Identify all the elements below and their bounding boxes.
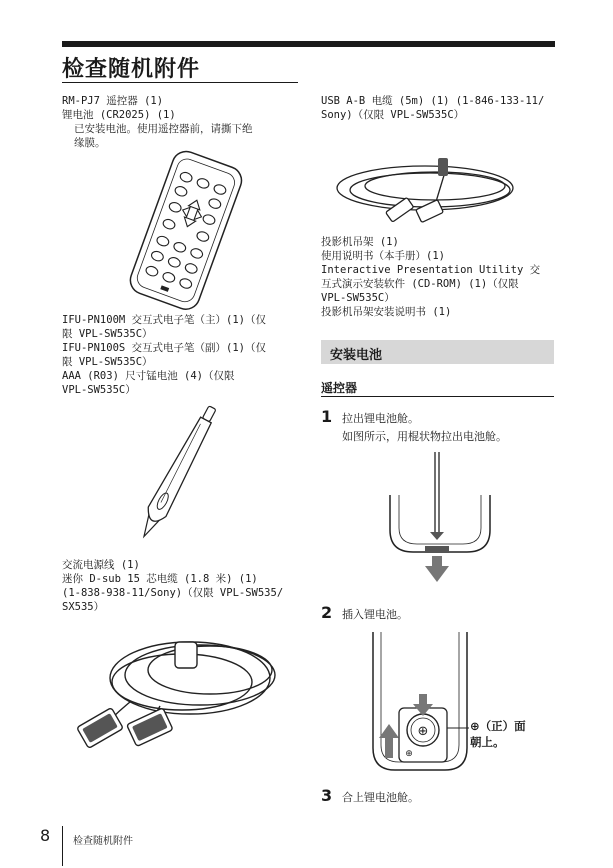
step-detail: 如图所示，用棍状物拉出电池舱。 bbox=[342, 430, 507, 443]
list-item: IFU-PN100M 交互式电子笔（主）(1)（仅 bbox=[62, 314, 267, 326]
accessory-list-cables bbox=[62, 558, 283, 614]
list-item-note: 缘膜。 bbox=[74, 137, 106, 149]
list-item: 限 VPL-SW535C） bbox=[62, 328, 153, 340]
list-item: SX535） bbox=[62, 601, 105, 613]
step-text: 插入锂电池。 bbox=[342, 608, 408, 621]
list-item: 使用说明书（本手册）(1) bbox=[321, 250, 445, 262]
list-item: RM-PJ7 遥控器 (1) bbox=[62, 95, 164, 107]
list-item: 交流电源线 (1) bbox=[62, 559, 140, 571]
svg-text:⊕: ⊕ bbox=[417, 724, 429, 739]
list-item: 互式演示安装软件 (CD-ROM) (1)（仅限 bbox=[321, 278, 519, 290]
list-item: AAA (R03) 尺寸锰电池 (4)（仅限 bbox=[62, 370, 235, 382]
list-item: Sony)（仅限 VPL-SW535C） bbox=[321, 109, 465, 121]
section-title: 安装电池 bbox=[330, 348, 383, 363]
remote-control-illustration bbox=[110, 150, 260, 310]
remove-battery-tray-illustration bbox=[385, 450, 495, 585]
step-text: 合上锂电池舱。 bbox=[342, 791, 419, 804]
header-rule bbox=[62, 41, 555, 47]
svg-text:⊕: ⊕ bbox=[405, 749, 413, 759]
step-number: 3 bbox=[321, 786, 333, 805]
list-item: 投影机吊架 (1) bbox=[321, 236, 399, 248]
usb-cable-illustration bbox=[330, 150, 530, 230]
step-number: 2 bbox=[321, 603, 333, 622]
step-text: 拉出锂电池舱。 bbox=[342, 412, 419, 425]
accessory-list-usb bbox=[321, 94, 544, 122]
list-item: Interactive Presentation Utility 交 bbox=[321, 264, 541, 276]
accessory-list-remote bbox=[62, 94, 253, 150]
interactive-pen-illustration bbox=[120, 398, 240, 548]
dsub-cable-illustration bbox=[70, 620, 285, 750]
footer-divider bbox=[62, 826, 63, 866]
list-item: VPL-SW535C） bbox=[62, 384, 136, 396]
accessory-list-pens bbox=[62, 313, 266, 397]
list-item: IFU-PN100S 交互式电子笔（副）(1)（仅 bbox=[62, 342, 267, 354]
accessory-list-misc bbox=[321, 235, 540, 319]
list-item-note: 已安装电池。使用遥控器前，请撕下绝 bbox=[74, 123, 253, 135]
list-item: VPL-SW535C） bbox=[321, 292, 395, 304]
insert-battery-illustration bbox=[365, 630, 475, 775]
list-item: 迷你 D-sub 15 芯电缆 (1.8 米) (1) bbox=[62, 573, 258, 585]
note-line: 朝上。 bbox=[470, 735, 505, 749]
footer-label: 检查随机附件 bbox=[73, 836, 133, 847]
title-underline bbox=[62, 82, 298, 83]
page-title: 检查随机附件 bbox=[62, 57, 201, 82]
list-item: (1-838-938-11/Sony)（仅限 VPL-SW535/ bbox=[62, 587, 284, 599]
subsection-rule bbox=[321, 396, 554, 397]
step-number: 1 bbox=[321, 407, 333, 426]
page-number: 8 bbox=[40, 826, 51, 845]
battery-positive-note bbox=[470, 718, 526, 750]
list-item: 限 VPL-SW535C） bbox=[62, 356, 153, 368]
list-item: USB A-B 电缆 (5m) (1) (1-846-133-11/ bbox=[321, 95, 545, 107]
note-line: ⊕（正）面 bbox=[470, 719, 526, 733]
list-item: 投影机吊架安装说明书 (1) bbox=[321, 306, 452, 318]
list-item: 锂电池 (CR2025) (1) bbox=[62, 109, 176, 121]
subsection-title: 遥控器 bbox=[321, 381, 358, 395]
